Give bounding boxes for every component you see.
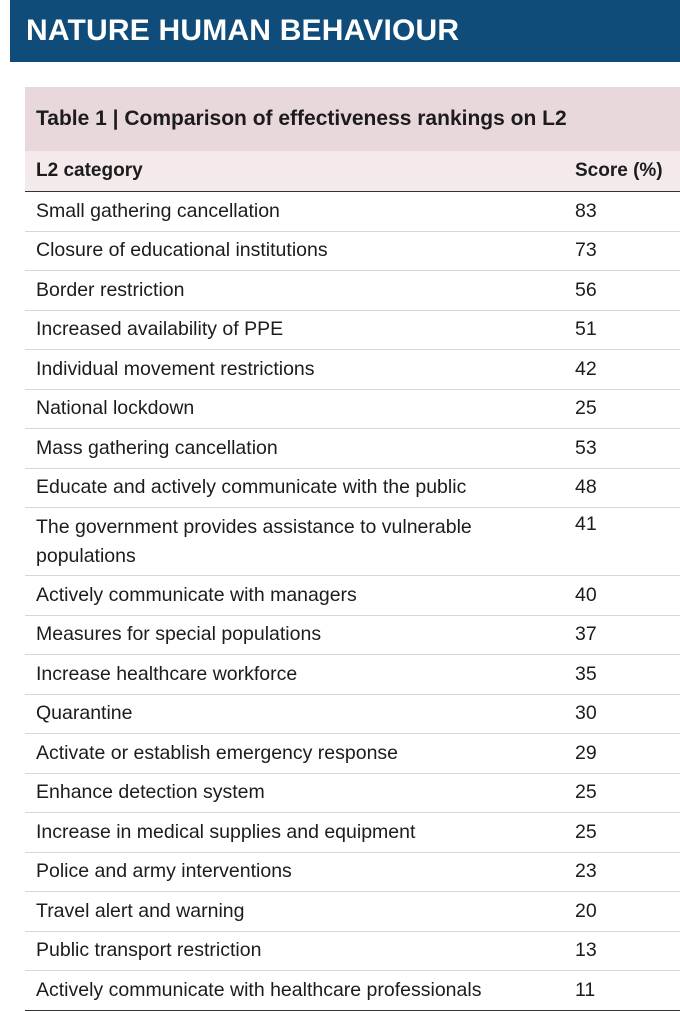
row-score: 25 — [575, 781, 597, 804]
table-row — [25, 892, 680, 932]
row-category: Measures for special populations — [36, 623, 322, 646]
row-category: Actively communicate with healthcare professionals — [36, 978, 482, 1001]
row-score: 83 — [575, 199, 597, 222]
row-category: Small gathering cancellation — [36, 199, 280, 222]
row-score: 40 — [575, 583, 597, 606]
header-category: L2 category — [36, 160, 143, 181]
table-row — [25, 508, 680, 576]
row-category: Travel alert and warning — [36, 899, 245, 922]
journal-title: NATURE HUMAN BEHAVIOUR — [26, 14, 460, 47]
table-row — [25, 655, 680, 695]
row-score: 48 — [575, 476, 597, 499]
table-row — [25, 576, 680, 616]
row-score: 25 — [575, 397, 597, 420]
table-row — [25, 853, 680, 893]
table-row — [25, 350, 680, 390]
table-row — [25, 192, 680, 232]
row-score: 29 — [575, 741, 597, 764]
row-category: Police and army interventions — [36, 860, 292, 883]
row-score: 42 — [575, 357, 597, 380]
table-caption: Table 1 | Comparison of effectiveness rankings on L2 — [25, 87, 680, 151]
row-score: 23 — [575, 860, 597, 883]
row-category: Closure of educational institutions — [36, 239, 328, 262]
row-score: 51 — [575, 318, 597, 341]
row-category: Border restriction — [36, 278, 185, 301]
row-category: Actively communicate with managers — [36, 583, 357, 606]
row-category: Mass gathering cancellation — [36, 436, 278, 459]
row-score: 20 — [575, 899, 597, 922]
effectiveness-table — [25, 87, 680, 1011]
row-category: The government provides assistance to vulnerable populations — [36, 516, 472, 567]
row-category: Increase in medical supplies and equipment — [36, 820, 416, 843]
row-score: 73 — [575, 239, 597, 262]
table-row — [25, 469, 680, 509]
row-category: Educate and actively communicate with the public — [36, 476, 467, 499]
row-category: Activate or establish emergency response — [36, 741, 399, 764]
table-row — [25, 232, 680, 272]
row-category: Public transport restriction — [36, 939, 262, 962]
row-score: 35 — [575, 662, 597, 685]
table-row — [25, 311, 680, 351]
table-row — [25, 271, 680, 311]
table-row — [25, 695, 680, 735]
row-category: Enhance detection system — [36, 781, 265, 804]
header-score: Score (%) — [575, 160, 663, 181]
row-score: 13 — [575, 939, 597, 962]
row-score: 41 — [575, 513, 597, 535]
table-row — [25, 616, 680, 656]
row-score: 11 — [575, 978, 596, 1001]
table-row — [25, 429, 680, 469]
row-score: 56 — [575, 278, 597, 301]
row-score: 25 — [575, 820, 597, 843]
row-category: Quarantine — [36, 702, 133, 725]
table-header-row — [25, 151, 680, 192]
table-row — [25, 971, 680, 1011]
table-row — [25, 734, 680, 774]
row-category: National lockdown — [36, 397, 195, 420]
row-score: 37 — [575, 623, 597, 646]
row-score: 53 — [575, 436, 597, 459]
table-row — [25, 932, 680, 972]
row-category: Individual movement restrictions — [36, 357, 315, 380]
row-category: Increased availability of PPE — [36, 318, 284, 341]
table-row — [25, 774, 680, 814]
table-row — [25, 813, 680, 853]
table-row — [25, 390, 680, 430]
journal-banner — [10, 0, 680, 62]
row-category: Increase healthcare workforce — [36, 662, 298, 685]
row-score: 30 — [575, 702, 597, 725]
